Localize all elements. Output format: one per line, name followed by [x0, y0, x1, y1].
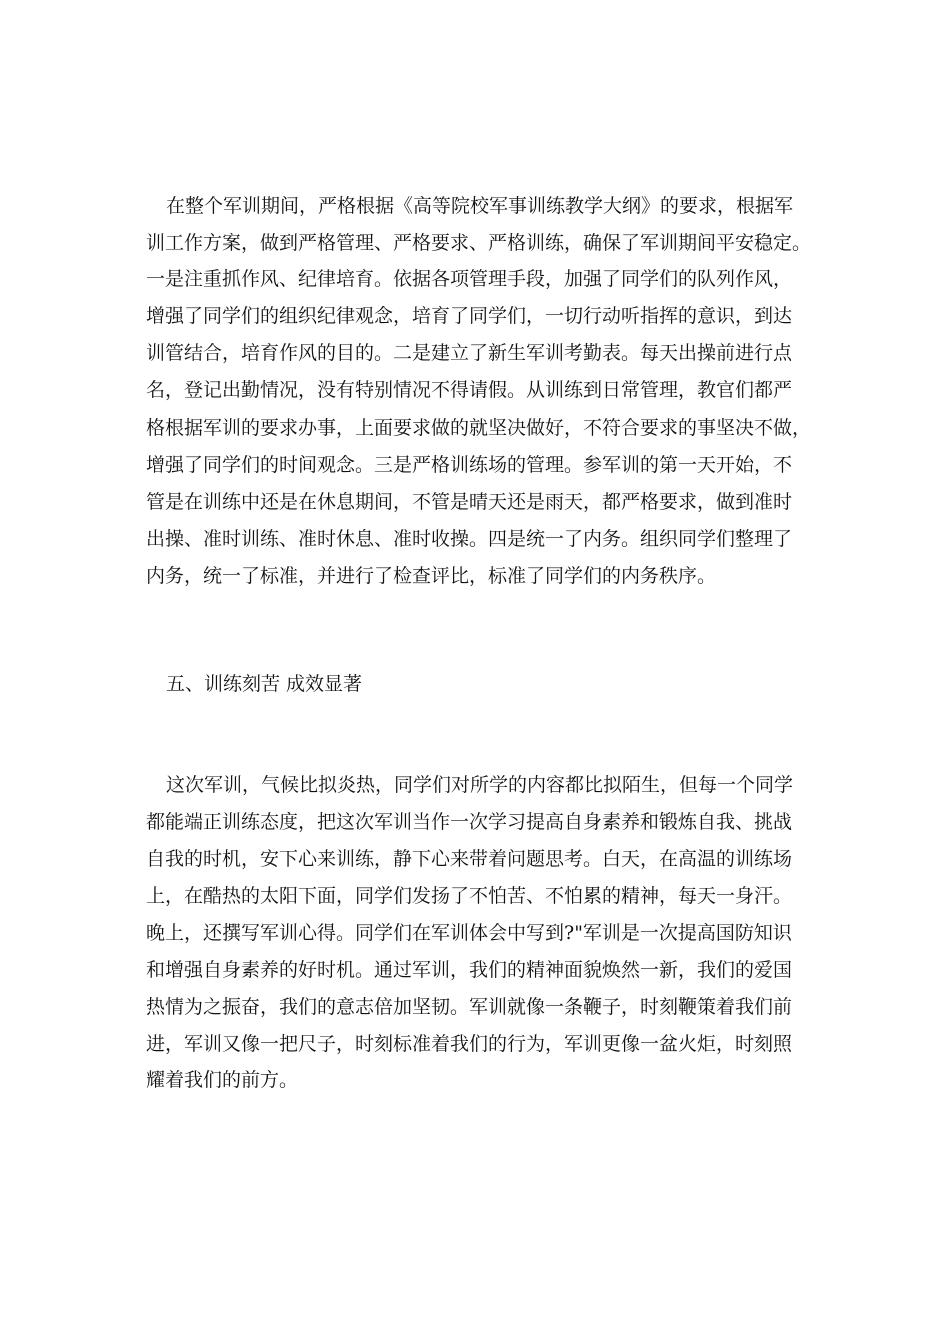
paragraph-line: 一是注重抓作风、纪律培育。依据各项管理手段，加强了同学们的队列作风， — [146, 268, 793, 290]
paragraph-line: 出操、准时训练、准时休息、准时收操。四是统一了内务。组织同学们整理了 — [146, 528, 793, 550]
paragraph-line: 增强了同学们的组织纪律观念，培育了同学们，一切行动听指挥的意识，到达 — [146, 305, 793, 327]
paragraph-line: 名，登记出勤情况，没有特别情况不得请假。从训练到日常管理，教官们都严 — [146, 379, 793, 401]
paragraph-line: 在整个军训期间，严格根据《高等院校军事训练教学大纲》的要求，根据军 — [166, 195, 794, 217]
paragraph-line: 格根据军训的要求办事，上面要求做的就坚决做好，不符合要求的事坚决不做， — [146, 417, 812, 439]
paragraph-line: 内务，统一了标准，并进行了检查评比，标准了同学们的内务秩序。 — [146, 565, 717, 587]
paragraph-line: 训管结合，培育作风的目的。二是建立了新生军训考勤表。每天出操前进行点 — [146, 342, 793, 364]
paragraph-line: 和增强自身素养的好时机。通过军训，我们的精神面貌焕然一新，我们的爱国 — [146, 959, 793, 981]
paragraph-line: 热情为之振奋，我们的意志倍加坚韧。军训就像一条鞭子，时刻鞭策着我们前 — [146, 996, 793, 1018]
paragraph-line: 训工作方案，做到严格管理、严格要求、严格训练，确保了军训期间平安稳定。 — [146, 232, 812, 254]
section-heading: 五、训练刻苦 成效显著 — [166, 673, 363, 695]
paragraph-line: 自我的时机，安下心来训练，静下心来带着问题思考。白天，在高温的训练场 — [146, 848, 793, 870]
paragraph-line: 耀着我们的前方。 — [146, 1069, 299, 1091]
paragraph-line: 都能端正训练态度，把这次军训当作一次学习提高自身素养和锻炼自我、挑战 — [146, 811, 793, 833]
paragraph-line: 增强了同学们的时间观念。三是严格训练场的管理。参军训的第一天开始，不 — [146, 454, 793, 476]
paragraph-line: 管是在训练中还是在休息期间，不管是晴天还是雨天，都严格要求，做到准时 — [146, 491, 793, 513]
paragraph-line: 进，军训又像一把尺子，时刻标准着我们的行为，军训更像一盆火炬，时刻照 — [146, 1033, 793, 1055]
paragraph-line: 晚上，还撰写军训心得。同学们在军训体会中写到?"军训是一次提高国防知识 — [146, 922, 792, 944]
paragraph-line: 上，在酷热的太阳下面，同学们发扬了不怕苦、不怕累的精神，每天一身汗。 — [146, 885, 793, 907]
paragraph-line: 这次军训，气候比拟炎热，同学们对所学的内容都比拟陌生，但每一个同学 — [166, 774, 794, 796]
